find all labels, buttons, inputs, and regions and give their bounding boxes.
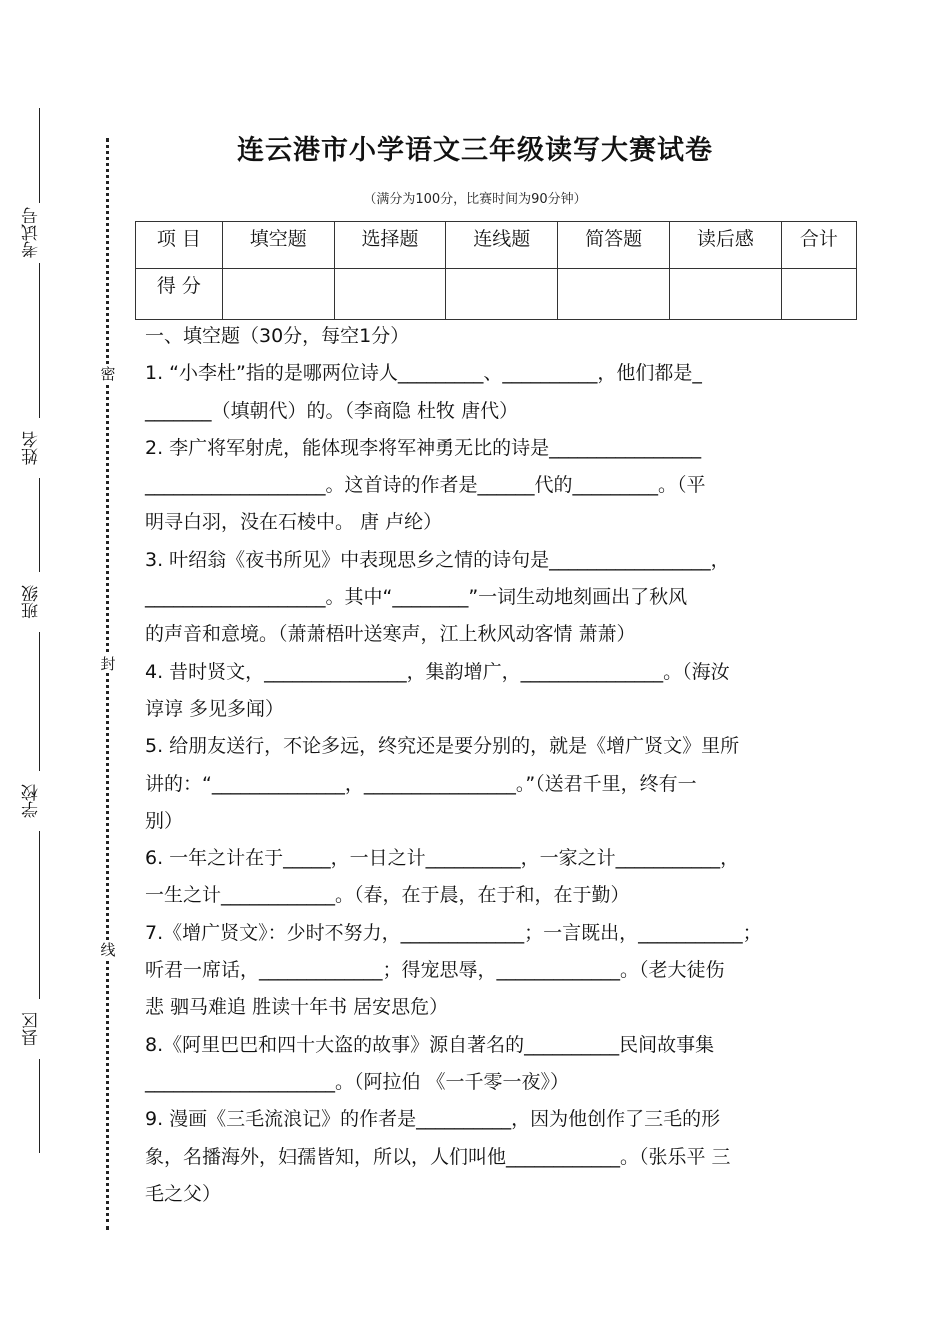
seal-xian: 线 [98, 941, 118, 959]
question-line: ____________________。（阿拉伯 《一千零一夜》） [145, 1070, 570, 1093]
question-line: 4. 昔时贤文，_______________，集韵增广，_______________。（海汝 [145, 660, 730, 683]
header-matching: 连线题 [446, 222, 558, 269]
header-reading-reflection: 读后感 [669, 222, 781, 269]
seal-feng: 封 [98, 655, 118, 673]
question-line: ___________________。其中“________”一词生动地刻画出了秋风 [145, 586, 688, 609]
county-label: 县区 [12, 999, 52, 1059]
seal-dotted-line [106, 138, 109, 1230]
question-line: 象，名播海外，妇孺皆知，所以，人们叫他____________。（张乐平 三 [145, 1145, 731, 1168]
exam-subtitle: （满分为100分，比赛时间为90分钟） [363, 192, 587, 207]
question-line: 一生之计____________。（春，在于晨，在于和，在于勤） [145, 884, 630, 907]
question-line: 悲 驷马难追 胜读十年书 居安思危） [145, 996, 449, 1019]
question-line: 听君一席话，_____________；得宠思辱，_____________。（老大徒伤 [145, 959, 725, 982]
question-line: 5. 给朋友送行，不论多远，终究还是要分别的，就是《增广贤文》里所 [145, 735, 740, 758]
exam-title: 连云港市小学语文三年级读写大赛试卷 [237, 135, 713, 166]
header-fill-blank: 填空题 [222, 222, 334, 269]
question-line: 的声音和意境。（萧萧梧叶送寒声，江上秋风动客情 萧萧） [145, 623, 636, 646]
score-table-score-row [136, 269, 857, 320]
question-line: 7.《增广贤文》：少时不努力，_____________；一言既出，___________； [145, 921, 762, 944]
score-cell [446, 269, 558, 320]
score-cell [669, 269, 781, 320]
score-table-header-row [136, 222, 857, 269]
header-short-answer: 简答题 [558, 222, 670, 269]
header-total: 合计 [781, 222, 856, 269]
section-heading: 一、填空题（30分，每空1分） [145, 325, 410, 347]
school-label: 学校 [12, 771, 52, 831]
question-line: ___________________。这首诗的作者是______代的_________。（平 [145, 474, 706, 497]
question-line: _______（填朝代）的。（李商隐 杜牧 唐代） [145, 399, 519, 422]
exam-number-label: 考试号 [12, 203, 52, 263]
question-line: 谆谆 多见多闻） [145, 697, 285, 720]
name-label: 姓名 [12, 418, 52, 478]
class-label: 班级 [12, 572, 52, 632]
question-line: 明寻白羽，没在石棱中。 唐 卢纶） [145, 511, 443, 534]
score-table [135, 221, 857, 320]
score-cell [222, 269, 334, 320]
seal-mi: 密 [98, 365, 118, 383]
header-item: 项 目 [136, 222, 223, 269]
question-line: 8.《阿里巴巴和四十大盗的故事》源自著名的__________民间故事集 [145, 1033, 715, 1056]
questions-section [145, 318, 813, 1213]
question-line: 毛之父） [145, 1182, 222, 1205]
score-cell [558, 269, 670, 320]
score-cell [781, 269, 856, 320]
score-cell [334, 269, 446, 320]
question-line: 1. “小李杜”指的是哪两位诗人_________、__________，他们都是_ [145, 362, 702, 385]
question-line: 9. 漫画《三毛流浪记》的作者是__________，因为他创作了三毛的形 [145, 1108, 721, 1131]
question-line: 别） [145, 809, 184, 832]
question-line: 讲的：“______________，________________。”（送君千里，终有一 [145, 772, 697, 795]
question-line: 6. 一年之计在于_____，一日之计__________，一家之计___________， [145, 847, 740, 870]
question-line: 2. 李广将军射虎，能体现李将军神勇无比的诗是________________ [145, 436, 702, 459]
score-row-label: 得 分 [136, 269, 223, 320]
header-multiple-choice: 选择题 [334, 222, 446, 269]
question-line: 3. 叶绍翁《夜书所见》中表现思乡之情的诗句是_________________， [145, 548, 730, 571]
